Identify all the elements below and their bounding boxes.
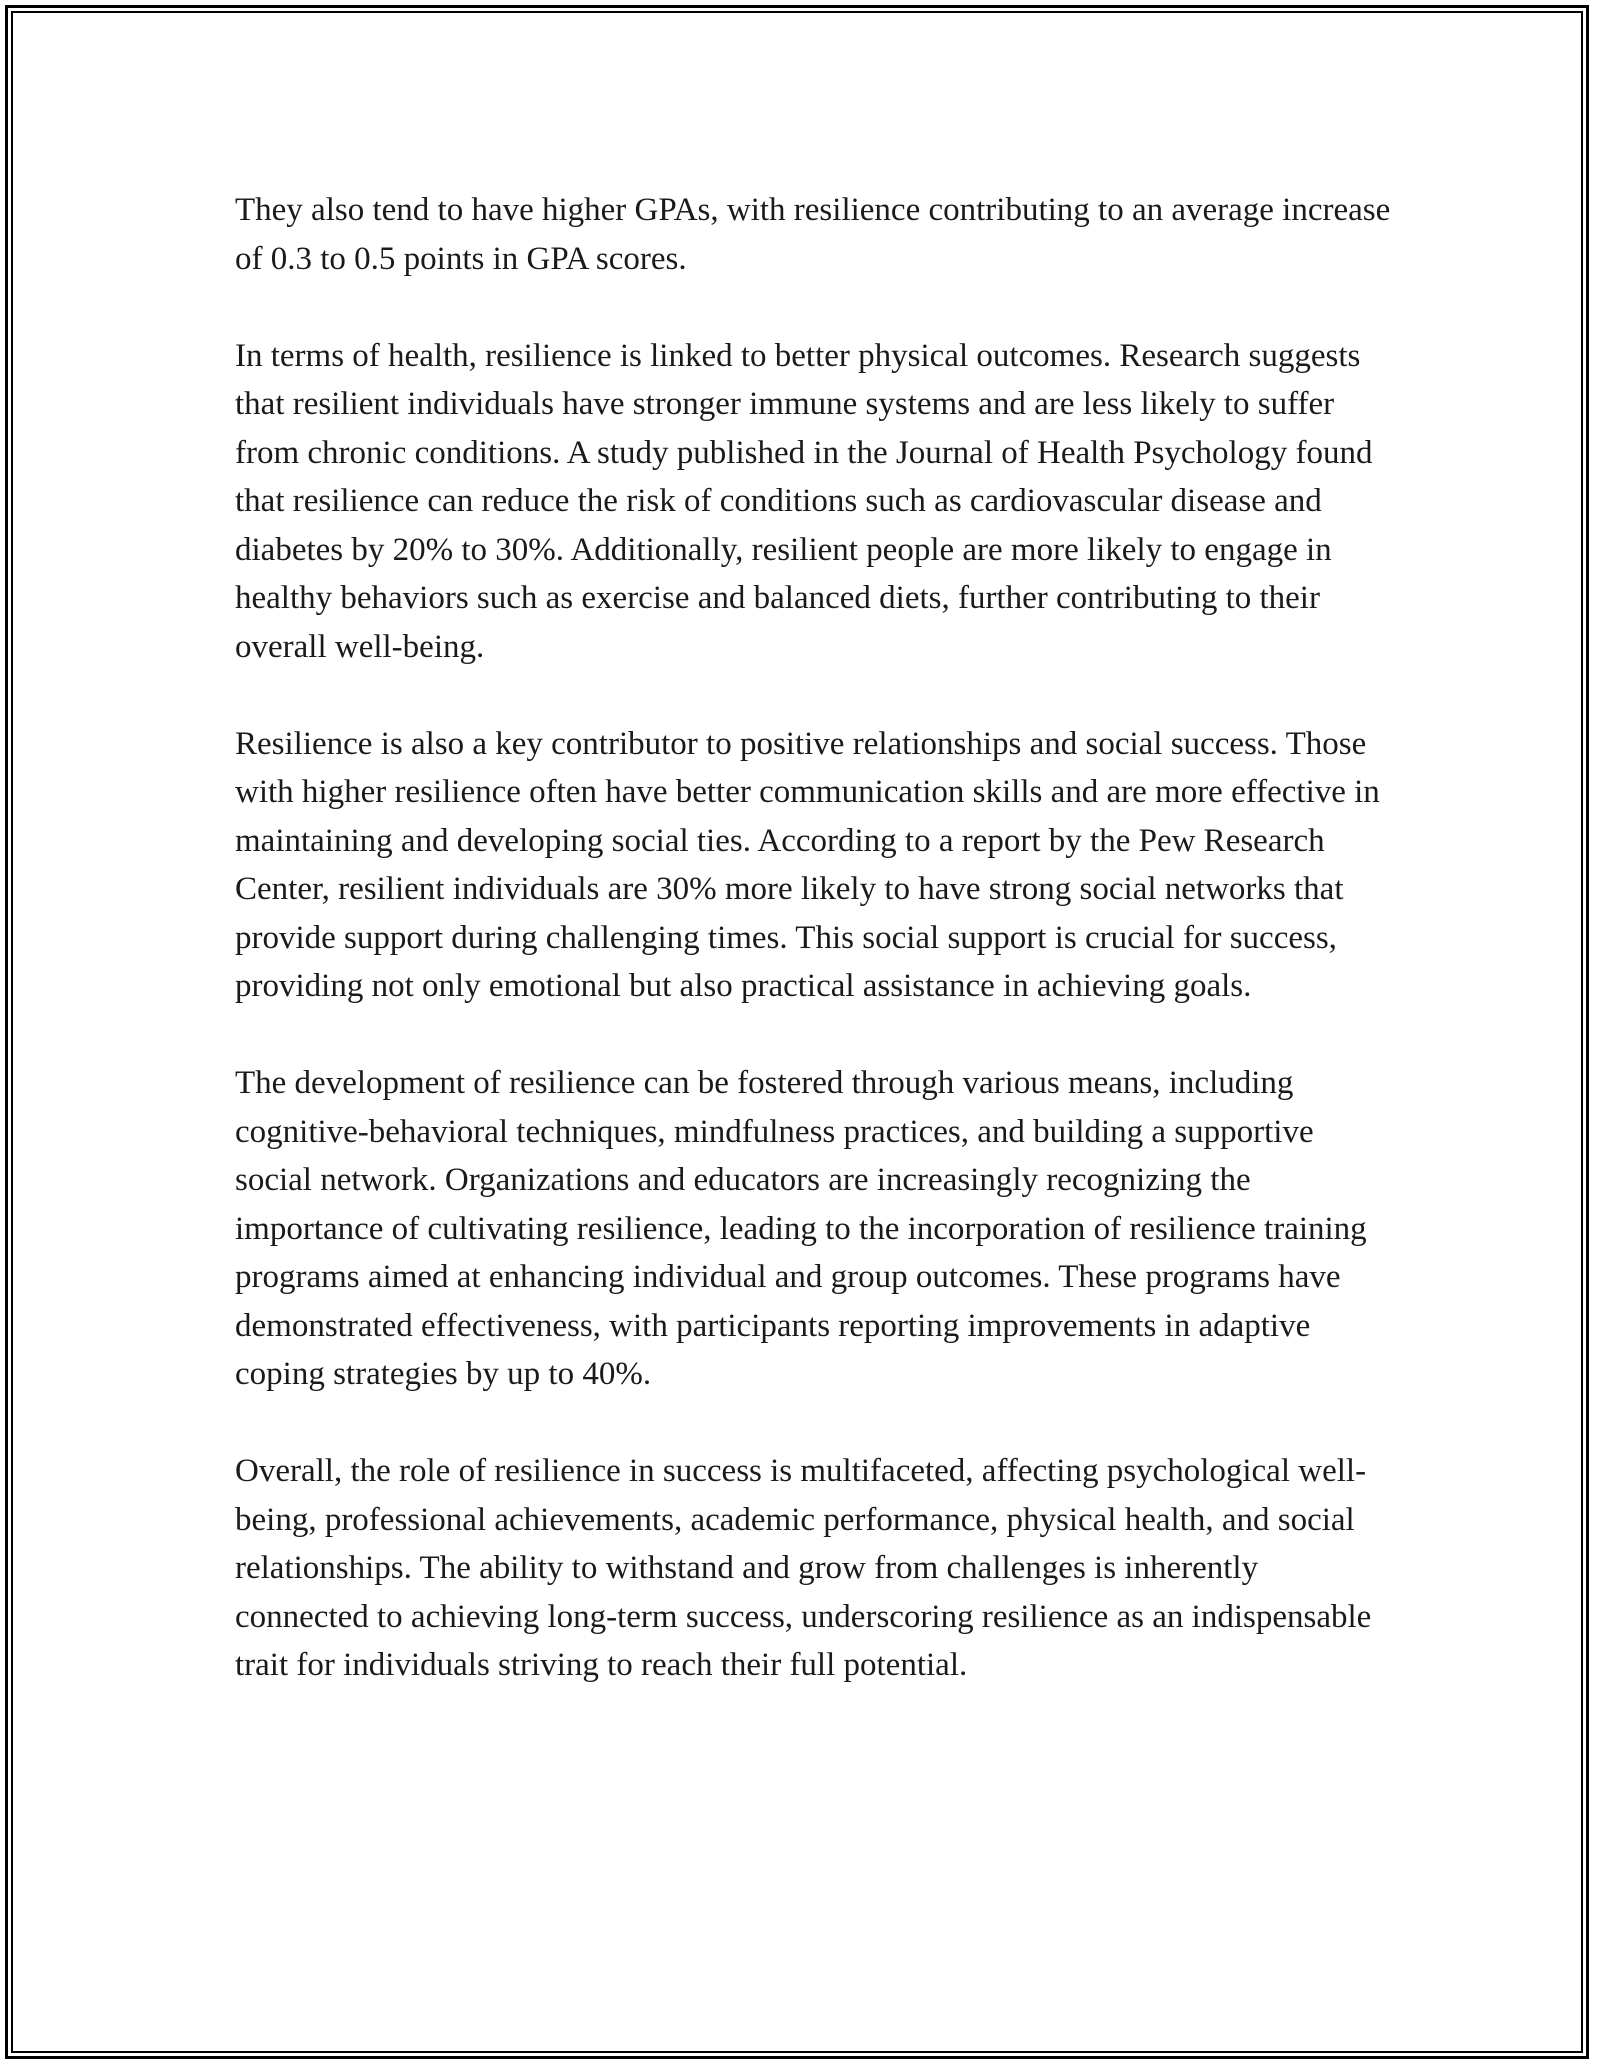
paragraph-health: In terms of health, resilience is linked to better physical outcomes. Research suggests that resilient individuals have stronger immune systems and are less likely to suffer from chronic conditions. A study published in the Journal of Health Psychology found that resilience can reduce the risk of conditions such as cardiovascular disease and diabetes by 20% to 30%. Additionally, resilient people are more likely to engage in healthy behaviors such as exercise and balanced diets, further contributing to their overall well-being. [235,337,1373,665]
paragraph-relationships: Resilience is also a key contributor to positive relationships and social success. Those with higher resilience often have better communication skills and are more effective in maintaining and developing social ties. According to a report by the Pew Research Center, resilient individuals are 30% more likely to have strong social networks that provide support during challenging times. This social support is crucial for success, providing not only emotional but also practical assistance in achieving goals. [235,725,1380,1004]
paragraph-gpa: They also tend to have higher GPAs, with resilience contributing to an average increase of 0.3 to 0.5 points in GPA scores. [235,192,1391,277]
document-body [235,186,1395,1738]
paragraph-development: The development of resilience can be fostered through various means, including cognitive-behavioral techniques, mindfulness practices, and building a supportive social network. Organizations and educators are increasingly recognizing the importance of cultivating resilience, leading to the incorporation of resilience training programs aimed at enhancing individual and group outcomes. These programs have demonstrated effectiveness, with participants reporting improvements in adaptive coping strategies by up to 40%. [235,1065,1367,1392]
paragraph-conclusion: Overall, the role of resilience in success is multifaceted, affecting psychological well-being, professional achievements, academic performance, physical health, and social relationships. The ability to withstand and grow from challenges is inherently connected to achieving long-term success, underscoring resilience as an indispensable trait for individuals striving to reach their full potential. [235,1453,1372,1683]
